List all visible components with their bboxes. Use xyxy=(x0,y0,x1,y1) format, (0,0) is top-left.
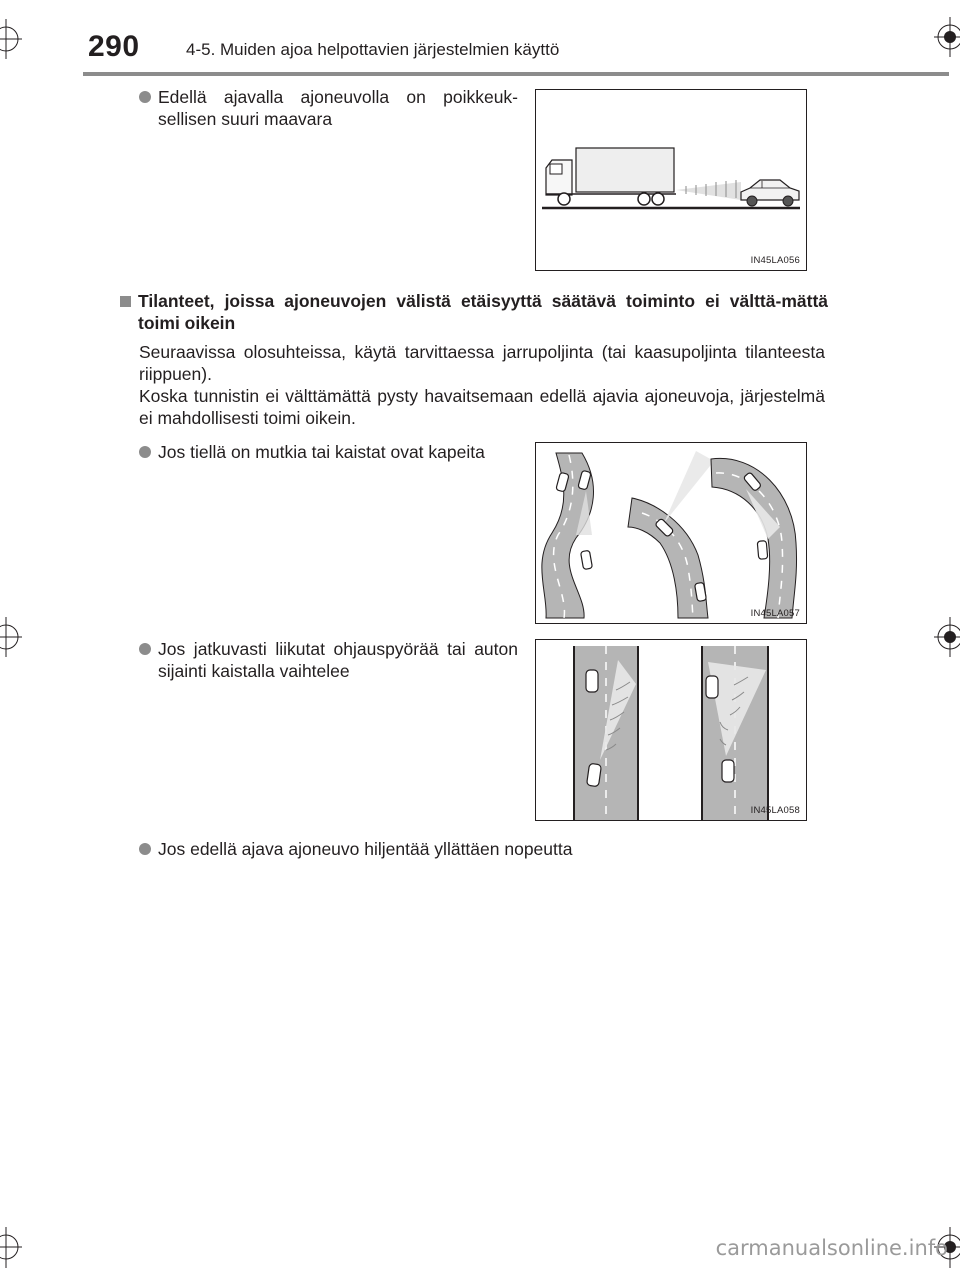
section-title: 4-5. Muiden ajoa helpottavien järjestelmien käyttö xyxy=(186,40,560,59)
bullet-curves xyxy=(139,441,518,463)
header-rule xyxy=(83,72,949,76)
figure-code: IN45LA057 xyxy=(750,608,800,619)
section-heading xyxy=(120,290,828,334)
registration-mark-mid-left xyxy=(0,612,30,662)
registration-mark-bottom-left xyxy=(0,1222,30,1268)
bullet-dot xyxy=(139,643,151,655)
curved-roads-illustration xyxy=(536,443,806,623)
registration-mark-mid-right xyxy=(928,612,960,662)
bullet-steering-text: Jos jatkuvasti liikutat ohjauspyörää tai auton sijainti kaistalla vaihtelee xyxy=(158,639,518,681)
bullet-ground-clearance-text: Edellä ajavalla ajoneuvolla on poikkeuk-sellisen suuri maavara xyxy=(158,87,518,129)
registration-mark-top-left xyxy=(0,14,30,64)
figure-code: IN45LA056 xyxy=(750,255,800,266)
section-heading-text: Tilanteet, joissa ajoneuvojen välistä etäisyyttä säätävä toiminto ei välttä-mättä toimi oikein xyxy=(138,291,828,333)
bullet-slowdown-text: Jos edellä ajava ajoneuvo hiljentää yllättäen nopeutta xyxy=(158,839,573,859)
bullet-dot xyxy=(139,446,151,458)
bullet-curves-text: Jos tiellä on mutkia tai kaistat ovat kapeita xyxy=(158,442,485,462)
watermark[interactable]: carmanualsonline.info xyxy=(715,1236,948,1260)
bullet-slowdown xyxy=(139,838,848,860)
paragraph-1: Seuraavissa olosuhteissa, käytä tarvittaessa jarrupoljinta (tai kaasupoljinta tilanteesta riippuen). xyxy=(139,342,825,384)
figure-truck-clearance xyxy=(535,89,807,271)
lane-weaving-illustration xyxy=(536,640,806,820)
bullet-dot xyxy=(139,843,151,855)
bullet-dot xyxy=(139,91,151,103)
figure-curved-roads xyxy=(535,442,807,624)
bullet-steering xyxy=(139,638,518,682)
truck-and-car-illustration xyxy=(536,90,806,270)
bullet-ground-clearance xyxy=(139,86,518,130)
page-number: 290 xyxy=(88,30,140,63)
figure-code: IN45LA058 xyxy=(750,805,800,816)
registration-mark-top-right xyxy=(928,12,960,62)
paragraph-2: Koska tunnistin ei välttämättä pysty havaitsemaan edellä ajavia ajoneuvoja, järjestelmä ei mahdollisesti toimi oikein. xyxy=(139,386,825,428)
heading-square xyxy=(120,296,131,307)
figure-lane-weaving xyxy=(535,639,807,821)
